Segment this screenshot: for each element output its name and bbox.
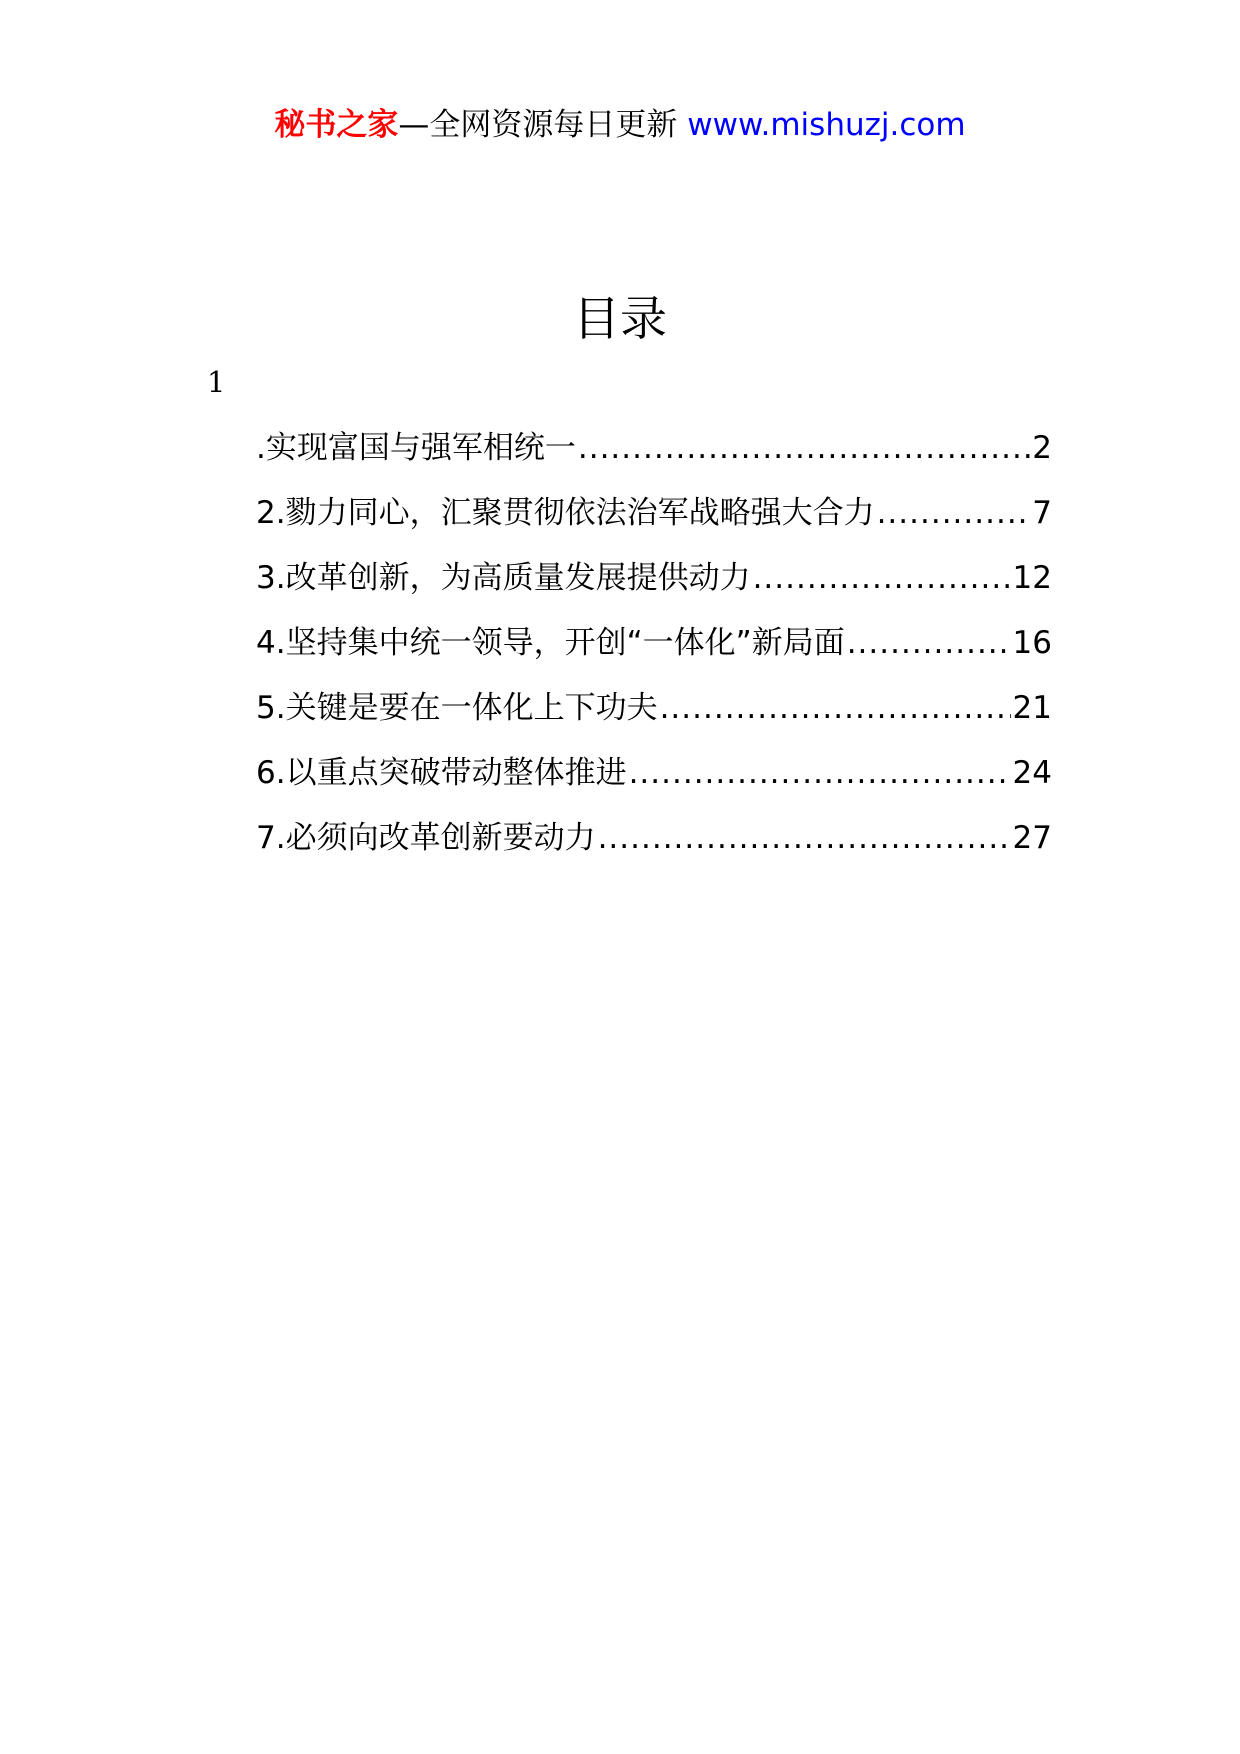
site-header (0, 103, 1240, 147)
site-url-link[interactable]: www.mishuzj.com (687, 107, 966, 143)
toc-entry-title: 2.勠力同心，汇聚贯彻依法治军战略强大合力 (256, 495, 875, 531)
brand-name: 秘书之家 (274, 107, 399, 143)
header-tagline: —全网资源每日更新 (398, 107, 688, 143)
toc-dot-leader (877, 491, 1031, 535)
toc-entry[interactable] (256, 686, 1052, 751)
toc-entry-page: 7 (1032, 495, 1052, 531)
toc-entry-title: 4.坚持集中统一领导，开创“一体化”新局面 (256, 625, 845, 661)
toc-entry[interactable] (256, 426, 1052, 491)
toc-title: 目录 (573, 292, 667, 347)
page-marker: 1 (207, 365, 226, 399)
toc-list (256, 426, 1052, 881)
toc-entry-page: 24 (1012, 755, 1052, 791)
toc-dot-leader (598, 816, 1011, 860)
toc-dot-leader (578, 426, 1030, 470)
toc-entry-title: 3.改革创新，为高质量发展提供动力 (256, 560, 751, 596)
toc-entry[interactable] (256, 816, 1052, 881)
toc-entry-page: 12 (1012, 560, 1052, 596)
toc-entry-title: 6.以重点突破带动整体推进 (256, 755, 627, 791)
toc-entry-page: 2 (1032, 430, 1052, 466)
toc-entry[interactable] (256, 751, 1052, 816)
toc-dot-leader (660, 686, 1011, 730)
toc-entry-page: 16 (1012, 625, 1052, 661)
toc-entry-title: 7.必须向改革创新要动力 (256, 820, 596, 856)
toc-dot-leader (629, 751, 1011, 795)
toc-entry[interactable] (256, 556, 1052, 621)
toc-dot-leader (753, 556, 1011, 600)
toc-dot-leader (847, 621, 1011, 665)
toc-entry-title: 5.关键是要在一体化上下功夫 (256, 690, 658, 726)
toc-entry[interactable] (256, 621, 1052, 686)
toc-entry-page: 21 (1012, 690, 1052, 726)
toc-entry-page: 27 (1012, 820, 1052, 856)
toc-entry-title: .实现富国与强军相统一 (256, 430, 576, 466)
toc-entry[interactable] (256, 491, 1052, 556)
